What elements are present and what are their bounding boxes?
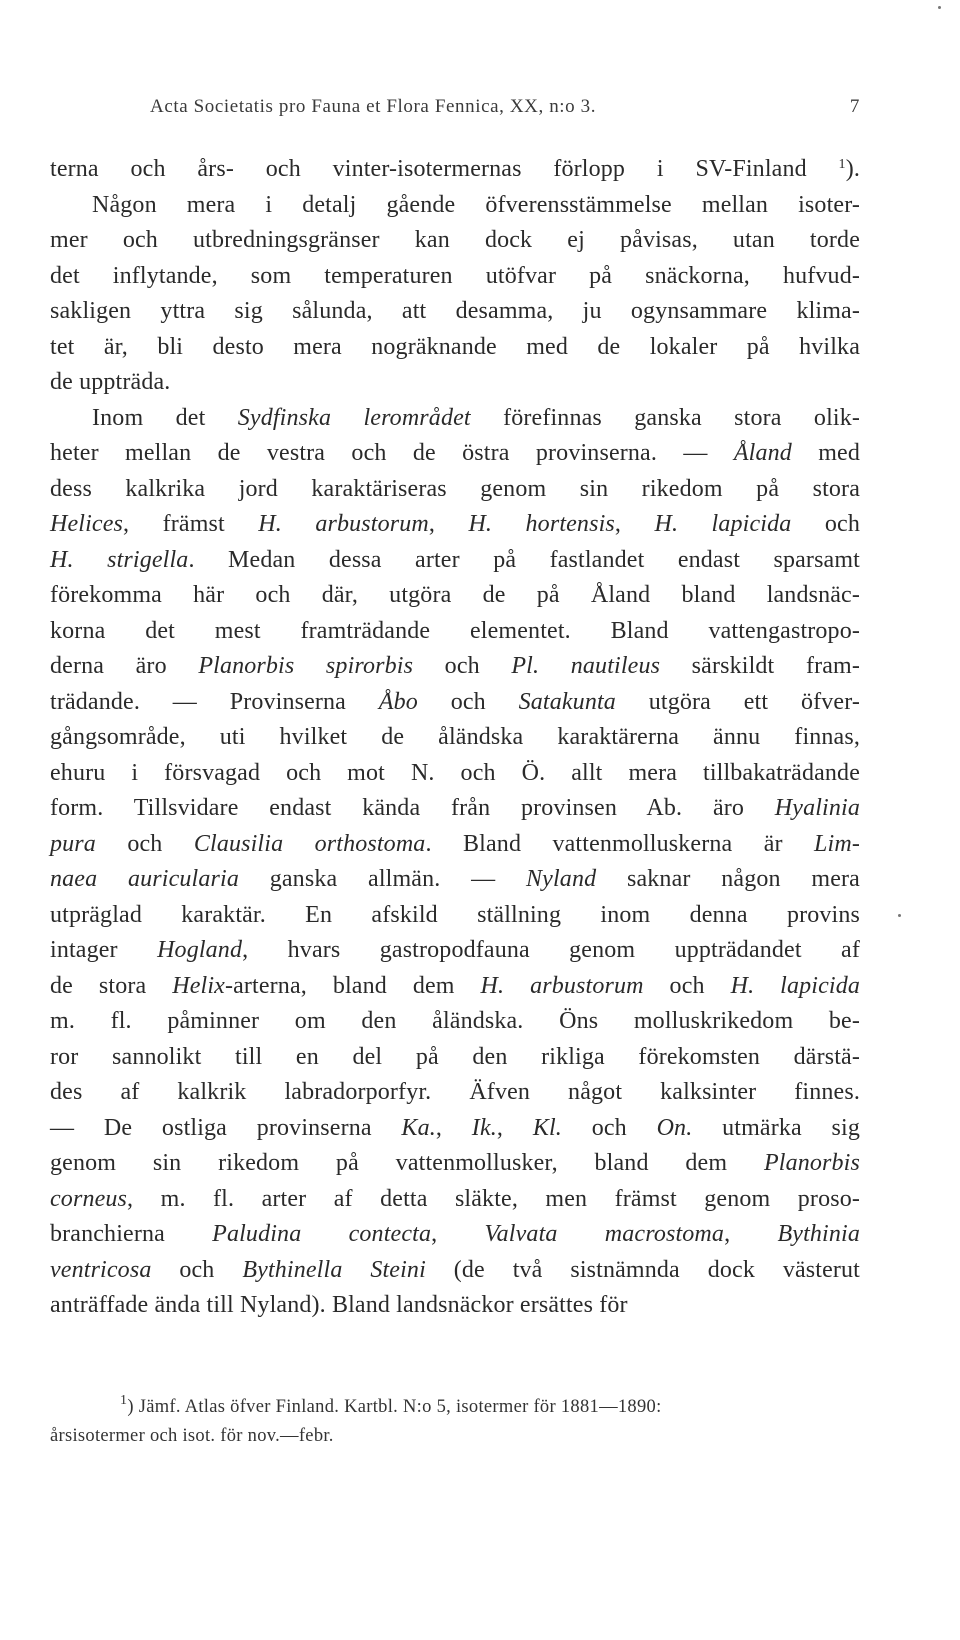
text-run: ). [845, 156, 860, 182]
text-run: ror sannolikt till en del på den rikliga förekomsten därstä- [50, 1043, 860, 1070]
text-line [50, 188, 860, 224]
text-run: de uppträda. [50, 369, 171, 395]
text-line [50, 649, 860, 685]
text-run: , m. fl. arter af detta släkte, men främst genom proso- [127, 1185, 860, 1212]
footnote-line [50, 1422, 860, 1451]
footnotes [50, 1393, 860, 1451]
text-run: förefinnas ganska stora olik- [470, 404, 860, 431]
italic-term: Ik. [471, 1114, 497, 1141]
text-line [50, 1040, 860, 1076]
text-run: genom sin rikedom på vattenmollusker, bland dem [50, 1150, 764, 1176]
text-run: ) Jämf. Atlas öfver Finland. Kartbl. N:o 5, isotermer för 1881—1890: [127, 1397, 662, 1417]
text-run: , främst [123, 511, 259, 537]
text-run: sakligen yttra sig sålunda, att desamma, ju ogynsammare klima- [50, 298, 860, 324]
text-run: och [417, 688, 519, 715]
text-line [50, 1182, 860, 1218]
text-run: dess kalkrika jord karaktäriseras genom sin rikedom på stora [50, 475, 860, 502]
text-line [50, 152, 860, 188]
italic-term: Helices [50, 511, 124, 537]
text-run: , hvars gastropodfauna genom uppträdandet af [242, 937, 860, 963]
italic-term: H. arbustorum [480, 972, 644, 999]
text-line [50, 1111, 860, 1147]
text-run: , [435, 1114, 472, 1141]
text-line [50, 294, 860, 330]
text-run: ganska allmän. — [238, 866, 527, 892]
text-run: des af kalkrik labradorporfyr. Äfven något kalksinter finnes. [50, 1079, 860, 1105]
italic-term: Paludina contecta [212, 1221, 432, 1247]
text-run: , [614, 511, 655, 537]
text-run: m. fl. påminner om den åländska. Öns molluskrikedom be- [50, 1008, 860, 1034]
italic-term: Valvata macrostoma [484, 1221, 725, 1247]
italic-term: H. lapicida [730, 972, 861, 999]
text-line [50, 1253, 860, 1289]
text-line [50, 898, 860, 934]
italic-term: H. arbustorum [258, 511, 429, 537]
italic-term: Ka. [401, 1114, 436, 1141]
italic-term: Planorbis [763, 1150, 860, 1176]
text-run: . Bland vattenmolluskerna är [425, 830, 815, 857]
text-run: saknar någon mera [596, 866, 860, 892]
text-line [50, 330, 860, 366]
italic-term: H. strigella [50, 546, 189, 573]
text-run: mer och utbredningsgränser kan dock ej påvisas, utan torde [50, 227, 860, 253]
text-run: och [413, 653, 512, 679]
italic-term: Hyalinia [774, 795, 860, 821]
text-line [50, 436, 860, 472]
text-run: med [791, 440, 860, 466]
text-run: tet är, bli desto mera nogräknande med de lokaler på hvilka [50, 333, 860, 360]
text-run: förekomma här och där, utgöra de på Åland bland landsnäc- [50, 582, 860, 608]
italic-term: Helix [172, 972, 225, 999]
text-run: heter mellan de vestra och de östra provinserna. — [50, 440, 734, 466]
text-line [50, 1075, 860, 1111]
text-run: korna det mest framträdande elementet. Bland vattengastropo- [50, 617, 860, 644]
text-line [50, 685, 860, 721]
text-line [50, 1288, 860, 1324]
text-line [50, 969, 860, 1005]
text-run: och [643, 972, 731, 999]
text-line [50, 1146, 860, 1182]
italic-term: Hogland [157, 937, 243, 963]
text-line [50, 720, 860, 756]
text-line [50, 365, 860, 401]
italic-term: Clausilia orthostoma [193, 830, 426, 857]
text-run: Någon mera i detalj gående öfverensstämmelse mellan isoter- [92, 191, 860, 218]
italic-term: Bythinia [777, 1221, 860, 1247]
italic-term: Nyland [526, 866, 597, 892]
italic-term: Satakunta [518, 688, 616, 715]
text-run: och [791, 511, 860, 537]
text-line [50, 578, 860, 614]
text-line [50, 791, 860, 827]
text-run: , [428, 511, 469, 537]
text-run: Inom det [92, 404, 238, 431]
footnote-line [50, 1393, 860, 1422]
text-line [50, 259, 860, 295]
text-run: . Medan dessa arter på fastlandet endast sparsamt [188, 546, 860, 573]
text-line [50, 507, 860, 543]
text-run: branchierna [50, 1221, 213, 1247]
page-number: 7 [849, 96, 860, 117]
text-run: anträffade ända till Nyland). Bland landsnäckor ersättes för [50, 1292, 628, 1318]
text-run: utgöra ett öfver- [615, 688, 860, 715]
text-run: terna och års- och vinter-isotermernas förlopp i SV-Finland [50, 156, 839, 182]
italic-term: naea auricularia [50, 866, 239, 892]
footnote-marker: 1 [120, 1393, 128, 1408]
text-line [50, 1217, 860, 1253]
italic-term: Bythinella Steini [242, 1256, 426, 1283]
text-run: ehuru i försvagad och mot N. och Ö. allt mera tillbakaträdande [50, 759, 860, 786]
italic-term: Pl. nautileus [511, 653, 661, 679]
text-line [50, 862, 860, 898]
text-run: utmärka sig [692, 1114, 860, 1141]
text-line [50, 756, 860, 792]
text-run: -arterna, bland dem [224, 972, 481, 999]
italic-term: ventricosa [50, 1256, 152, 1283]
text-run: intager [50, 937, 158, 963]
italic-term: corneus [50, 1185, 128, 1212]
text-run: , [431, 1221, 485, 1247]
text-run: och [95, 830, 194, 857]
print-speck [898, 914, 901, 917]
print-speck [938, 6, 941, 9]
text-line [50, 543, 860, 579]
text-run: och [151, 1256, 243, 1283]
text-run: , [724, 1221, 778, 1247]
text-run: och [561, 1114, 657, 1141]
italic-term: Åbo [378, 688, 418, 715]
text-line [50, 933, 860, 969]
italic-term: On. [656, 1114, 693, 1141]
text-run: — De ostliga provinserna [50, 1114, 402, 1141]
text-line [50, 827, 860, 863]
italic-term: Planorbis spirorbis [198, 653, 414, 679]
text-run: särskildt fram- [660, 653, 860, 679]
italic-term: H. lapicida [654, 511, 792, 537]
footnote-marker: 1 [838, 157, 846, 172]
text-line [50, 401, 860, 437]
italic-term: pura [50, 830, 96, 857]
text-run: , [496, 1114, 533, 1141]
text-run: årsisotermer och isot. för nov.—febr. [50, 1426, 334, 1446]
italic-term: Sydfinska lerområdet [237, 404, 471, 431]
main-text [50, 152, 860, 1324]
text-line [50, 472, 860, 508]
text-run: utpräglad karaktär. En afskild ställning inom denna provins [50, 901, 860, 928]
text-run: de stora [50, 972, 173, 999]
italic-term: Åland [733, 440, 792, 466]
running-title: Acta Societatis pro Fauna et Flora Fennica, XX, n:o 3. [150, 96, 597, 117]
text-run: det inflytande, som temperaturen utöfvar på snäckorna, hufvud- [50, 262, 860, 289]
text-run: (de två sistnämnda dock västerut [425, 1256, 861, 1283]
text-line [50, 223, 860, 259]
page-header [150, 96, 860, 126]
italic-term: Lim- [814, 830, 860, 857]
text-run: form. Tillsvidare endast kända från provinsen Ab. äro [50, 795, 775, 821]
text-run: gångsområde, uti hvilket de åländska karaktärerna ännu finnas, [50, 724, 860, 750]
text-line [50, 1004, 860, 1040]
text-run: derna äro [50, 653, 199, 679]
italic-term: H. hortensis [468, 511, 615, 537]
italic-term: Kl. [532, 1114, 562, 1141]
text-line [50, 614, 860, 650]
text-run: trädande. — Provinserna [50, 688, 379, 715]
